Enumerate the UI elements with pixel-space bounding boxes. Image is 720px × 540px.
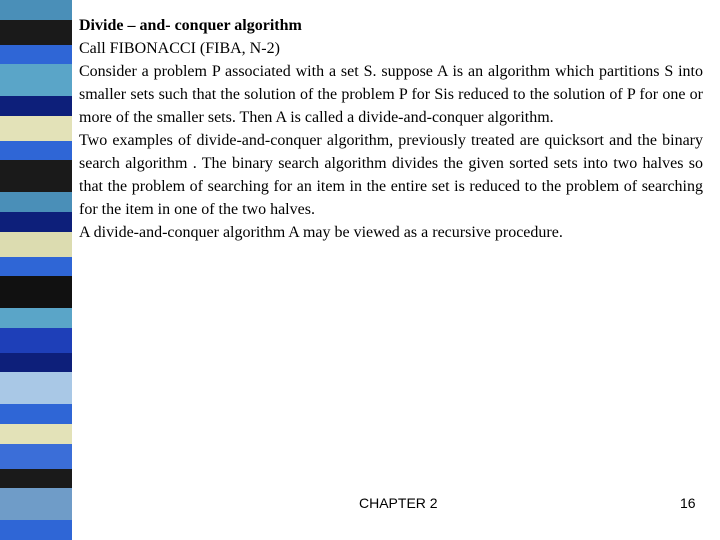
- stripe-block: [0, 257, 72, 277]
- stripe-block: [0, 0, 72, 20]
- stripe-block: [0, 160, 72, 192]
- stripe-block: [0, 444, 72, 469]
- stripe-block: [0, 520, 72, 540]
- stripe-block: [0, 328, 72, 353]
- stripe-block: [0, 488, 72, 520]
- stripe-block: [0, 404, 72, 424]
- stripe-block: [0, 372, 72, 404]
- page-number: 16: [680, 495, 696, 511]
- stripe-block: [0, 308, 72, 328]
- stripe-block: [0, 141, 72, 161]
- stripe-block: [0, 276, 72, 308]
- stripe-block: [0, 212, 72, 232]
- footer-chapter-label: CHAPTER 2: [359, 495, 438, 511]
- decorative-stripe: [0, 0, 72, 540]
- slide-content: [79, 14, 703, 244]
- slide-title: Divide – and- conquer algorithm: [79, 17, 302, 34]
- stripe-block: [0, 353, 72, 373]
- stripe-block: [0, 64, 72, 96]
- definition-paragraph: Consider a problem P associated with a set S. suppose A is an algorithm which partitions S into smaller sets such that the solution of the problem P for Sis reduced to the solution of P for one or more of the smaller sets. Then A is called a divide-and-conquer algorithm.: [79, 63, 703, 126]
- stripe-block: [0, 20, 72, 45]
- stripe-block: [0, 192, 72, 212]
- stripe-block: [0, 45, 72, 65]
- stripe-block: [0, 424, 72, 444]
- stripe-block: [0, 116, 72, 141]
- stripe-block: [0, 469, 72, 489]
- stripe-block: [0, 232, 72, 257]
- stripe-block: [0, 96, 72, 116]
- recursive-procedure-line: A divide-and-conquer algorithm A may be viewed as a recursive procedure.: [79, 224, 563, 241]
- fibonacci-call-line: Call FIBONACCI (FIBA, N-2): [79, 40, 280, 57]
- examples-paragraph: Two examples of divide-and-conquer algorithm, previously treated are quicksort and the binary search algorithm . The binary search algorithm divides the given sorted sets into two halves so that the problem of searching for an item in the entire set is reduced to the problem of searching for the item in one of the two halves.: [79, 132, 703, 218]
